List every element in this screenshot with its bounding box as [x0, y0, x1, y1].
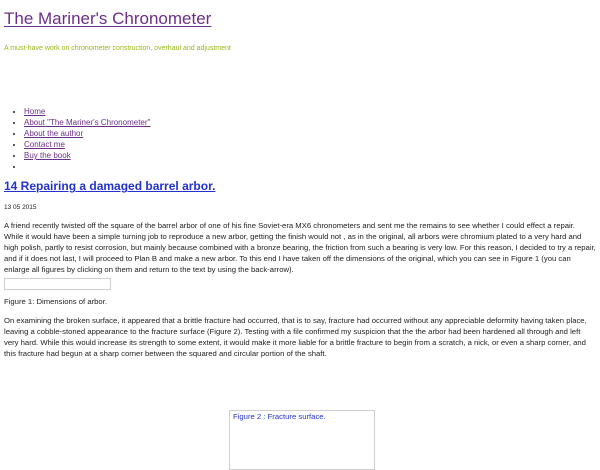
- site-tagline: A must-have work on chronometer construction, overhaul and adjustment: [4, 45, 231, 52]
- post-body: [4, 220, 596, 421]
- nav-item-buy: [24, 150, 596, 161]
- nav-item-home: [24, 106, 596, 117]
- nav-item-about-author: [24, 128, 596, 139]
- site-title-link[interactable]: The Mariner's Chronometer: [4, 9, 212, 28]
- post-title-link[interactable]: 14 Repairing a damaged barrel arbor.: [4, 179, 216, 193]
- nav-link-home[interactable]: Home: [24, 107, 46, 116]
- figure-1-caption: Figure 1: Dimensions of arbor.: [4, 297, 107, 306]
- post-date: 13 05 2015: [4, 204, 37, 211]
- nav-item-about-book: [24, 117, 596, 128]
- nav-link-buy[interactable]: Buy the book: [24, 151, 71, 160]
- nav-item-empty: [24, 161, 596, 172]
- site-header: [4, 8, 596, 52]
- figure-1-image-link[interactable]: [4, 278, 111, 290]
- post-article: [4, 178, 596, 421]
- figure-2-caption: Figure 2 : Fracture surface.: [233, 412, 326, 421]
- nav-link-about-book[interactable]: About "The Mariner's Chronometer": [24, 118, 151, 127]
- main-navigation: [4, 106, 596, 172]
- nav-link-contact[interactable]: Contact me: [24, 140, 65, 149]
- post-title: [4, 178, 596, 194]
- post-paragraph-1: A friend recently twisted off the square of the barrel arbor of one of his fine Soviet-era MX6 chronometers and sent me the remains to see whether I could effect a repair. While it would have been a simple turning job to reproduce a new arbor, getting the finish would not , as in the original, all arbors were chromium plated to a very hard and high polish, partly to resist corrosion, but mainly because combined with a bronze bearing, the friction from such a bearing is very low. For this reason, I decided to try a repair, and if it does not last, I will proceed to Plan B and make a new arbor. To this end I have taken off the dimensions of the original, which you can see in Figure 1 (you can enlarge all figures by clicking on them and return to the text by using the back-arrow).: [4, 221, 596, 274]
- nav-list: [4, 106, 596, 172]
- nav-item-contact: [24, 139, 596, 150]
- nav-link-about-author[interactable]: About the author: [24, 129, 84, 138]
- post-paragraph-2: On examining the broken surface, it appeared that a brittle fracture had occurred, that is to say, fracture had occurred without any appreciable deformity having taken place, leaving a cobble-stoned appearance to the fracture surface (Figure 2). Testing with a file confirmed my suspicion that the the arbor had been hardened all through and left very hard. While this would increase its strength to some extent, it would make it more liable for a brittle fracture to begin from a scratch, a nick, or even a sharp corner, and this fracture had begun at a sharp corner between the squared and circular portion of the shaft.: [4, 316, 587, 358]
- figure-2-image-link[interactable]: [229, 410, 375, 470]
